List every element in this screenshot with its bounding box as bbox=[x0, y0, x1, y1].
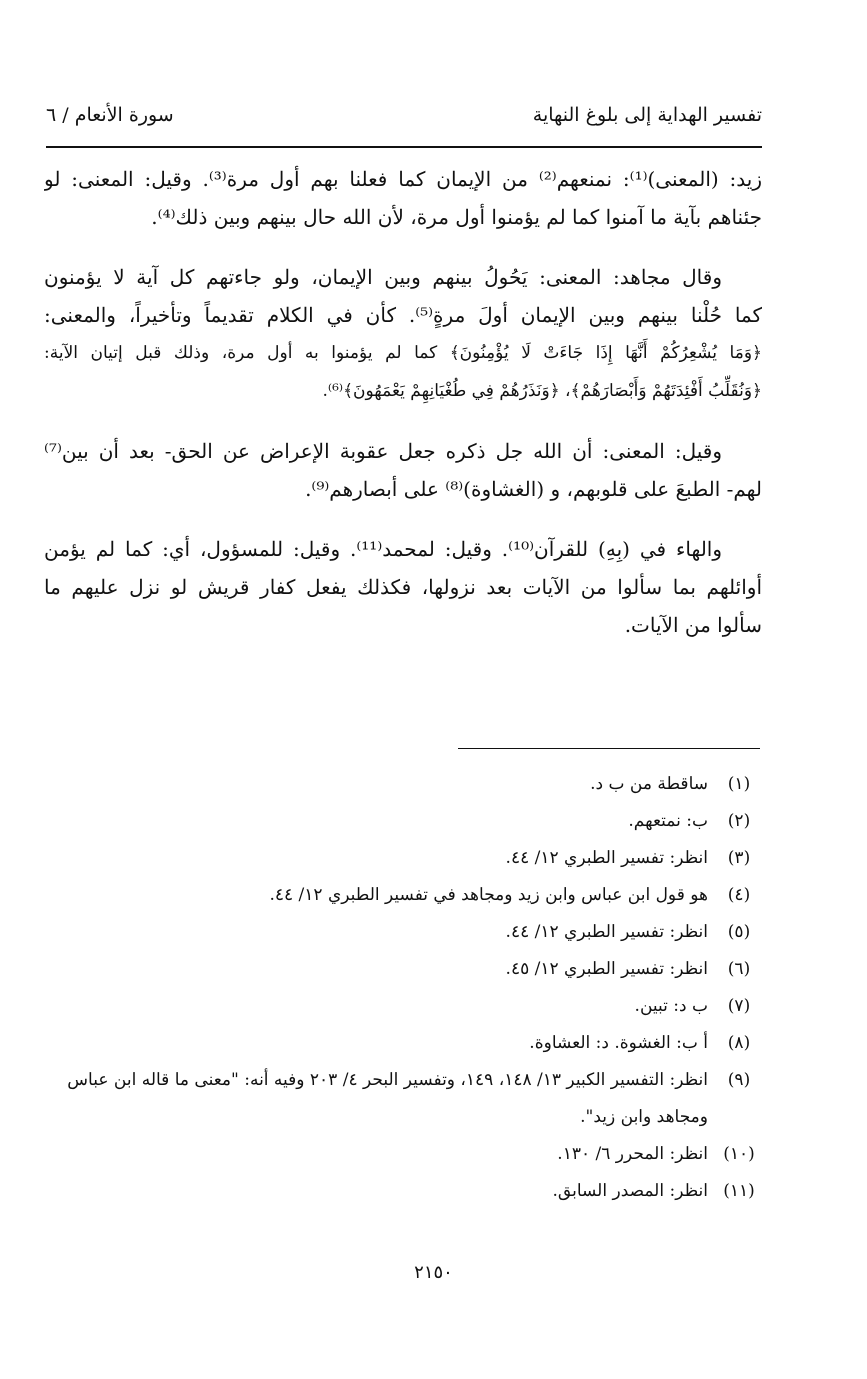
header-divider bbox=[46, 146, 762, 148]
footnote-item bbox=[50, 914, 764, 951]
main-text bbox=[44, 160, 762, 666]
footnote-number: (١١) bbox=[723, 1181, 755, 1201]
page-header bbox=[46, 104, 762, 140]
paragraph-1 bbox=[44, 160, 762, 236]
footnote-text: انظر: التفسير الكبير ١٣/ ١٤٨، ١٤٩، وتفسير البحر ٤/ ٢٠٣ وفيه أنه: "معنى ما قاله ابن عباس ومجاهد وابن زيد". bbox=[67, 1070, 708, 1127]
footnote-number: (٨) bbox=[727, 1033, 751, 1053]
text-line: كما حُلْنا بينهم وبين الإيمان أولَ مرةٍ⁽⁵⁾. كأن في الكلام تقديماً وتأخيراً، والمعنى: bbox=[44, 303, 762, 327]
footnote-text: ب: نمتعهم. bbox=[628, 811, 708, 831]
paragraph-3 bbox=[44, 432, 762, 508]
footnote-number: (٤) bbox=[727, 885, 751, 905]
text-line: لهم- الطبعَ على قلوبهم، و (الغشاوة)⁽⁸⁾ على أبصارهم⁽⁹⁾. bbox=[305, 477, 762, 501]
footnote-number: (٧) bbox=[727, 996, 751, 1016]
text-line: أوائلهم بما سألوا من الآيات بعد نزولها، فكذلك يفعل كفار قريش لو نزل عليهم ما bbox=[44, 575, 762, 599]
footnote-text: انظر: تفسير الطبري ١٢/ ٤٤. bbox=[505, 848, 708, 868]
text-line bbox=[44, 432, 762, 470]
footnote-text: انظر: تفسير الطبري ١٢/ ٤٤. bbox=[505, 922, 708, 942]
paragraph-4 bbox=[44, 530, 762, 644]
quran-verse-line: ﴿وَنُقَلِّبُ أَفْئِدَتَهُمْ وَأَبْصَارَهُمْ﴾، ﴿وَنَذَرُهُمْ فِي طُغْيَانِهِمْ يَعْمَهُونَ﴾⁽⁶⁾. bbox=[322, 381, 762, 401]
text-line bbox=[44, 530, 762, 568]
text-line bbox=[44, 258, 762, 296]
text-line: جئناهم بآية ما آمنوا كما لم يؤمنوا أول مرة، لأن الله حال بينهم وبين ذلك⁽⁴⁾. bbox=[151, 205, 762, 229]
text-line: زيد: (المعنى)⁽¹⁾: نمنعهم⁽²⁾ من الإيمان كما فعلنا بهم أول مرة⁽³⁾. وقيل: المعنى: لو bbox=[44, 167, 762, 191]
page-number: ٢١٥٠ bbox=[414, 1262, 453, 1283]
footnote-number: (١٠) bbox=[723, 1144, 755, 1164]
footnote-number: (٦) bbox=[727, 959, 751, 979]
text-line-content: وقيل: المعنى: أن الله جل ذكره جعل عقوبة الإعراض عن الحق- بعد أن بين⁽⁷⁾ bbox=[44, 439, 722, 463]
surah-label: سورة الأنعام / ٦ bbox=[46, 104, 174, 126]
footnote-divider bbox=[458, 748, 760, 749]
footnote-text: انظر: المصدر السابق. bbox=[552, 1181, 708, 1201]
footnote-item bbox=[50, 840, 764, 877]
quran-verse-line: ﴿وَمَا يُشْعِرُكُمْ أَنَّهَا إِذَا جَاءَتْ لَا يُؤْمِنُونَ﴾ كما لم يؤمنوا به أول مرة، وذلك قبل إتيان الآية: bbox=[44, 343, 762, 363]
text-line-content: والهاء في (بِهِ) للقرآن⁽¹⁰⁾. وقيل: لمحمد⁽¹¹⁾. وقيل: للمسؤول، أي: كما لم يؤمن bbox=[44, 537, 722, 561]
footnote-number: (٢) bbox=[727, 811, 751, 831]
footnote-text: أ ب: الغشوة. د: العشاوة. bbox=[529, 1033, 708, 1053]
footnote-item bbox=[50, 1136, 764, 1173]
text-line-content: وقال مجاهد: المعنى: يَحُولُ بينهم وبين الإيمان، ولو جاءتهم كل آية لا يؤمنون bbox=[44, 265, 722, 289]
footnote-number: (٩) bbox=[727, 1070, 751, 1090]
paragraph-2 bbox=[44, 258, 762, 410]
footnote-text: هو قول ابن عباس وابن زيد ومجاهد في تفسير الطبري ١٢/ ٤٤. bbox=[269, 885, 708, 905]
footnote-item bbox=[50, 803, 764, 840]
footnote-text: ساقطة من ب د. bbox=[590, 774, 708, 794]
footnote-text: انظر: تفسير الطبري ١٢/ ٤٥. bbox=[505, 959, 708, 979]
footnote-item bbox=[50, 1173, 764, 1210]
footnote-item bbox=[50, 877, 764, 914]
footnote-text: ب د: تبين. bbox=[634, 996, 708, 1016]
footnote-number: (٣) bbox=[727, 848, 751, 868]
footnote-item bbox=[50, 1062, 764, 1136]
footnote-item bbox=[50, 766, 764, 803]
footnotes bbox=[50, 766, 764, 1210]
footnote-item bbox=[50, 988, 764, 1025]
footnote-item bbox=[50, 1025, 764, 1062]
footnote-text: انظر: المحرر ٦/ ١٣٠. bbox=[557, 1144, 708, 1164]
book-title: تفسير الهداية إلى بلوغ النهاية bbox=[532, 104, 762, 126]
footnote-item bbox=[50, 951, 764, 988]
text-line: سألوا من الآيات. bbox=[624, 613, 762, 637]
footnote-number: (١) bbox=[727, 774, 751, 794]
footnote-number: (٥) bbox=[727, 922, 751, 942]
